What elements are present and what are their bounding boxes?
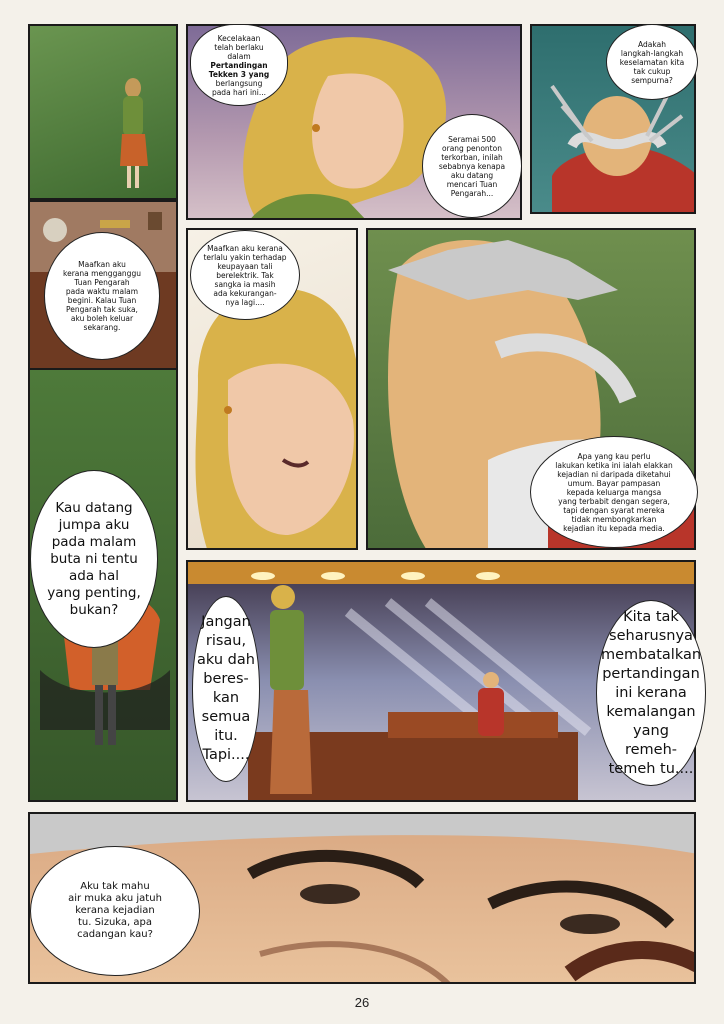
- speech-bubble-p6: Apa yang kau perlu lakukan ketika ini ialah elakkan kejadian ni daripada diketahui umum. Bayar pampasan kepada keluarga mangsa yang terbabit dengan segera, tapi dengan syarat mereka tidak membongkarkan kejadian itu kepada media.: [530, 436, 698, 548]
- speech-bubble-p8-right: Kita tak seharusnya membatalkan pertandingan ini kerana kemalangan yang remeh- temeh tu....: [596, 600, 706, 786]
- speech-bubble-p8-left: Jangan risau, aku dah beres- kan semua itu. Tapi....: [192, 596, 260, 782]
- page-number: 26: [354, 995, 370, 1010]
- speech-bubble-p4: Maafkan aku kerana mengganggu Tuan Pengarah pada waktu malam begini. Kalau Tuan Pengarah tak suka, aku boleh keluar sekarang.: [44, 232, 160, 360]
- panel-1: [28, 24, 178, 200]
- speech-bubble-p2-top: Kecelakaan telah berlaku dalam Pertandingan Tekken 3 yang berlangsung pada hari ini...: [190, 24, 288, 106]
- speech-bubble-p7: Kau datang jumpa aku pada malam buta ni tentu ada hal yang penting, bukan?: [30, 470, 158, 648]
- speech-bubble-p2-right: Seramai 500 orang penonton terkorban, inilah sebabnya kenapa aku datang mencari Tuan Pengarah...: [422, 114, 522, 218]
- speech-bubble-p5: Maafkan aku kerana terlalu yakin terhadap keupayaan tali berelektrik. Tak sangka ia masih ada kekurangan- nya lagi....: [190, 230, 300, 320]
- speech-bubble-p9: Aku tak mahu air muka aku jatuh kerana kejadian tu. Sizuka, apa cadangan kau?: [30, 846, 200, 976]
- speech-bubble-p3: Adakah langkah-langkah keselamatan kita tak cukup sempurna?: [606, 24, 698, 100]
- woman-standing-figure: [30, 26, 178, 200]
